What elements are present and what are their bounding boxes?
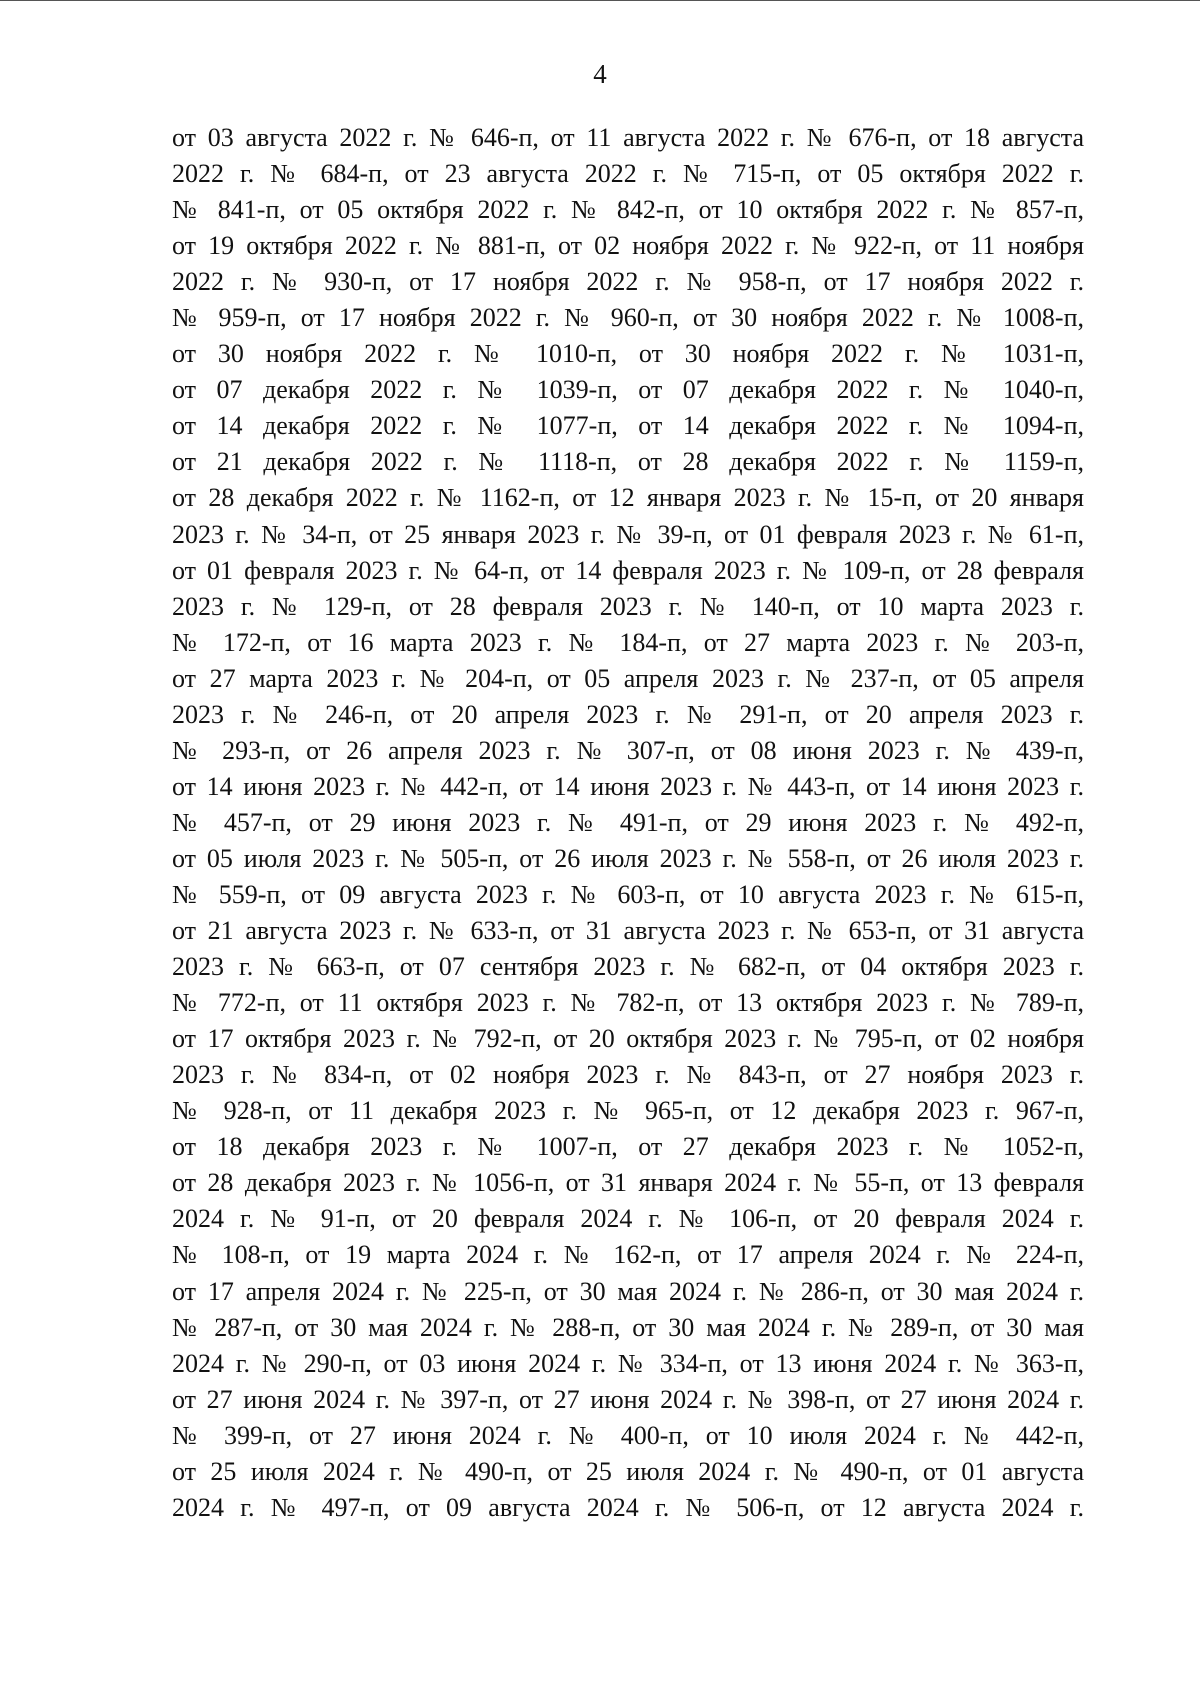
text-line: № 108-п, от 19 марта 2024 г. № 162-п, от 17 апреля 2024 г. № 224-п,: [172, 1240, 1084, 1270]
text-line: 2023 г. № 246-п, от 20 апреля 2023 г. № 291-п, от 20 апреля 2023 г.: [172, 699, 1084, 729]
text-line: 2024 г. № 497-п, от 09 августа 2024 г. № 506-п, от 12 августа 2024 г.: [172, 1492, 1084, 1522]
text-line: от 07 декабря 2022 г. № 1039-п, от 07 декабря 2022 г. № 1040-п,: [172, 375, 1084, 405]
text-line: № 457-п, от 29 июня 2023 г. № 491-п, от 29 июня 2023 г. № 492-п,: [172, 807, 1084, 837]
text-line: 2023 г. № 34-п, от 25 января 2023 г. № 39-п, от 01 февраля 2023 г. № 61-п,: [172, 519, 1084, 549]
text-line: 2023 г. № 663-п, от 07 сентября 2023 г. № 682-п, от 04 октября 2023 г.: [172, 952, 1084, 982]
text-line: от 17 октября 2023 г. № 792-п, от 20 октября 2023 г. № 795-п, от 02 ноября: [172, 1024, 1084, 1054]
text-line: от 03 августа 2022 г. № 646-п, от 11 августа 2022 г. № 676-п, от 18 августа: [172, 123, 1084, 152]
text-line: № 172-п, от 16 марта 2023 г. № 184-п, от 27 марта 2023 г. № 203-п,: [172, 627, 1084, 657]
text-line: № 772-п, от 11 октября 2023 г. № 782-п, от 13 октября 2023 г. № 789-п,: [172, 988, 1084, 1018]
text-line: от 01 февраля 2023 г. № 64-п, от 14 февраля 2023 г. № 109-п, от 28 февраля: [172, 555, 1084, 585]
text-line: от 17 апреля 2024 г. № 225-п, от 30 мая 2024 г. № 286-п, от 30 мая 2024 г.: [172, 1276, 1084, 1306]
text-line: от 14 июня 2023 г. № 442-п, от 14 июня 2023 г. № 443-п, от 14 июня 2023 г.: [172, 771, 1084, 801]
text-line: 2024 г. № 91-п, от 20 февраля 2024 г. № 106-п, от 20 февраля 2024 г.: [172, 1204, 1084, 1234]
text-line: № 928-п, от 11 декабря 2023 г. № 965-п, от 12 декабря 2023 г. 967-п,: [172, 1096, 1084, 1126]
text-line: 2022 г. № 930-п, от 17 ноября 2022 г. № 958-п, от 17 ноября 2022 г.: [172, 267, 1084, 297]
text-line: от 30 ноября 2022 г. № 1010-п, от 30 ноября 2022 г. № 1031-п,: [172, 339, 1084, 369]
text-line: от 28 декабря 2023 г. № 1056-п, от 31 января 2024 г. № 55-п, от 13 февраля: [172, 1168, 1084, 1198]
text-line: от 21 декабря 2022 г. № 1118-п, от 28 декабря 2022 г. № 1159-п,: [172, 447, 1084, 477]
text-line: от 14 декабря 2022 г. № 1077-п, от 14 декабря 2022 г. № 1094-п,: [172, 411, 1084, 441]
text-line: № 399-п, от 27 июня 2024 г. № 400-п, от 10 июля 2024 г. № 442-п,: [172, 1420, 1084, 1450]
text-line: 2023 г. № 834-п, от 02 ноября 2023 г. № 843-п, от 27 ноября 2023 г.: [172, 1060, 1084, 1090]
text-line: от 21 августа 2023 г. № 633-п, от 31 августа 2023 г. № 653-п, от 31 августа: [172, 916, 1084, 946]
text-line: 2022 г. № 684-п, от 23 августа 2022 г. № 715-п, от 05 октября 2022 г.: [172, 159, 1084, 189]
text-line: от 27 марта 2023 г. № 204-п, от 05 апреля 2023 г. № 237-п, от 05 апреля: [172, 663, 1084, 693]
scan-edge-line: [0, 0, 1200, 1]
page-number: 4: [593, 59, 607, 89]
text-line: от 19 октября 2022 г. № 881-п, от 02 ноября 2022 г. № 922-п, от 11 ноября: [172, 231, 1084, 261]
text-line: от 18 декабря 2023 г. № 1007-п, от 27 декабря 2023 г. № 1052-п,: [172, 1132, 1084, 1162]
text-line: от 05 июля 2023 г. № 505-п, от 26 июля 2023 г. № 558-п, от 26 июля 2023 г.: [172, 843, 1084, 873]
body-text: [172, 120, 1084, 1526]
text-line: 2024 г. № 290-п, от 03 июня 2024 г. № 334-п, от 13 июня 2024 г. № 363-п,: [172, 1348, 1084, 1378]
text-line: 2023 г. № 129-п, от 28 февраля 2023 г. № 140-п, от 10 марта 2023 г.: [172, 591, 1084, 621]
text-line: № 959-п, от 17 ноября 2022 г. № 960-п, от 30 ноября 2022 г. № 1008-п,: [172, 303, 1084, 333]
text-line: от 28 декабря 2022 г. № 1162-п, от 12 января 2023 г. № 15-п, от 20 января: [172, 483, 1084, 513]
text-line: № 287-п, от 30 мая 2024 г. № 288-п, от 30 мая 2024 г. № 289-п, от 30 мая: [172, 1312, 1084, 1342]
text-line: № 293-п, от 26 апреля 2023 г. № 307-п, от 08 июня 2023 г. № 439-п,: [172, 735, 1084, 765]
text-line: № 841-п, от 05 октября 2022 г. № 842-п, от 10 октября 2022 г. № 857-п,: [172, 195, 1084, 225]
text-line: от 25 июля 2024 г. № 490-п, от 25 июля 2024 г. № 490-п, от 01 августа: [172, 1456, 1084, 1486]
text-line: № 559-п, от 09 августа 2023 г. № 603-п, от 10 августа 2023 г. № 615-п,: [172, 879, 1084, 909]
text-line: от 27 июня 2024 г. № 397-п, от 27 июня 2024 г. № 398-п, от 27 июня 2024 г.: [172, 1384, 1084, 1414]
